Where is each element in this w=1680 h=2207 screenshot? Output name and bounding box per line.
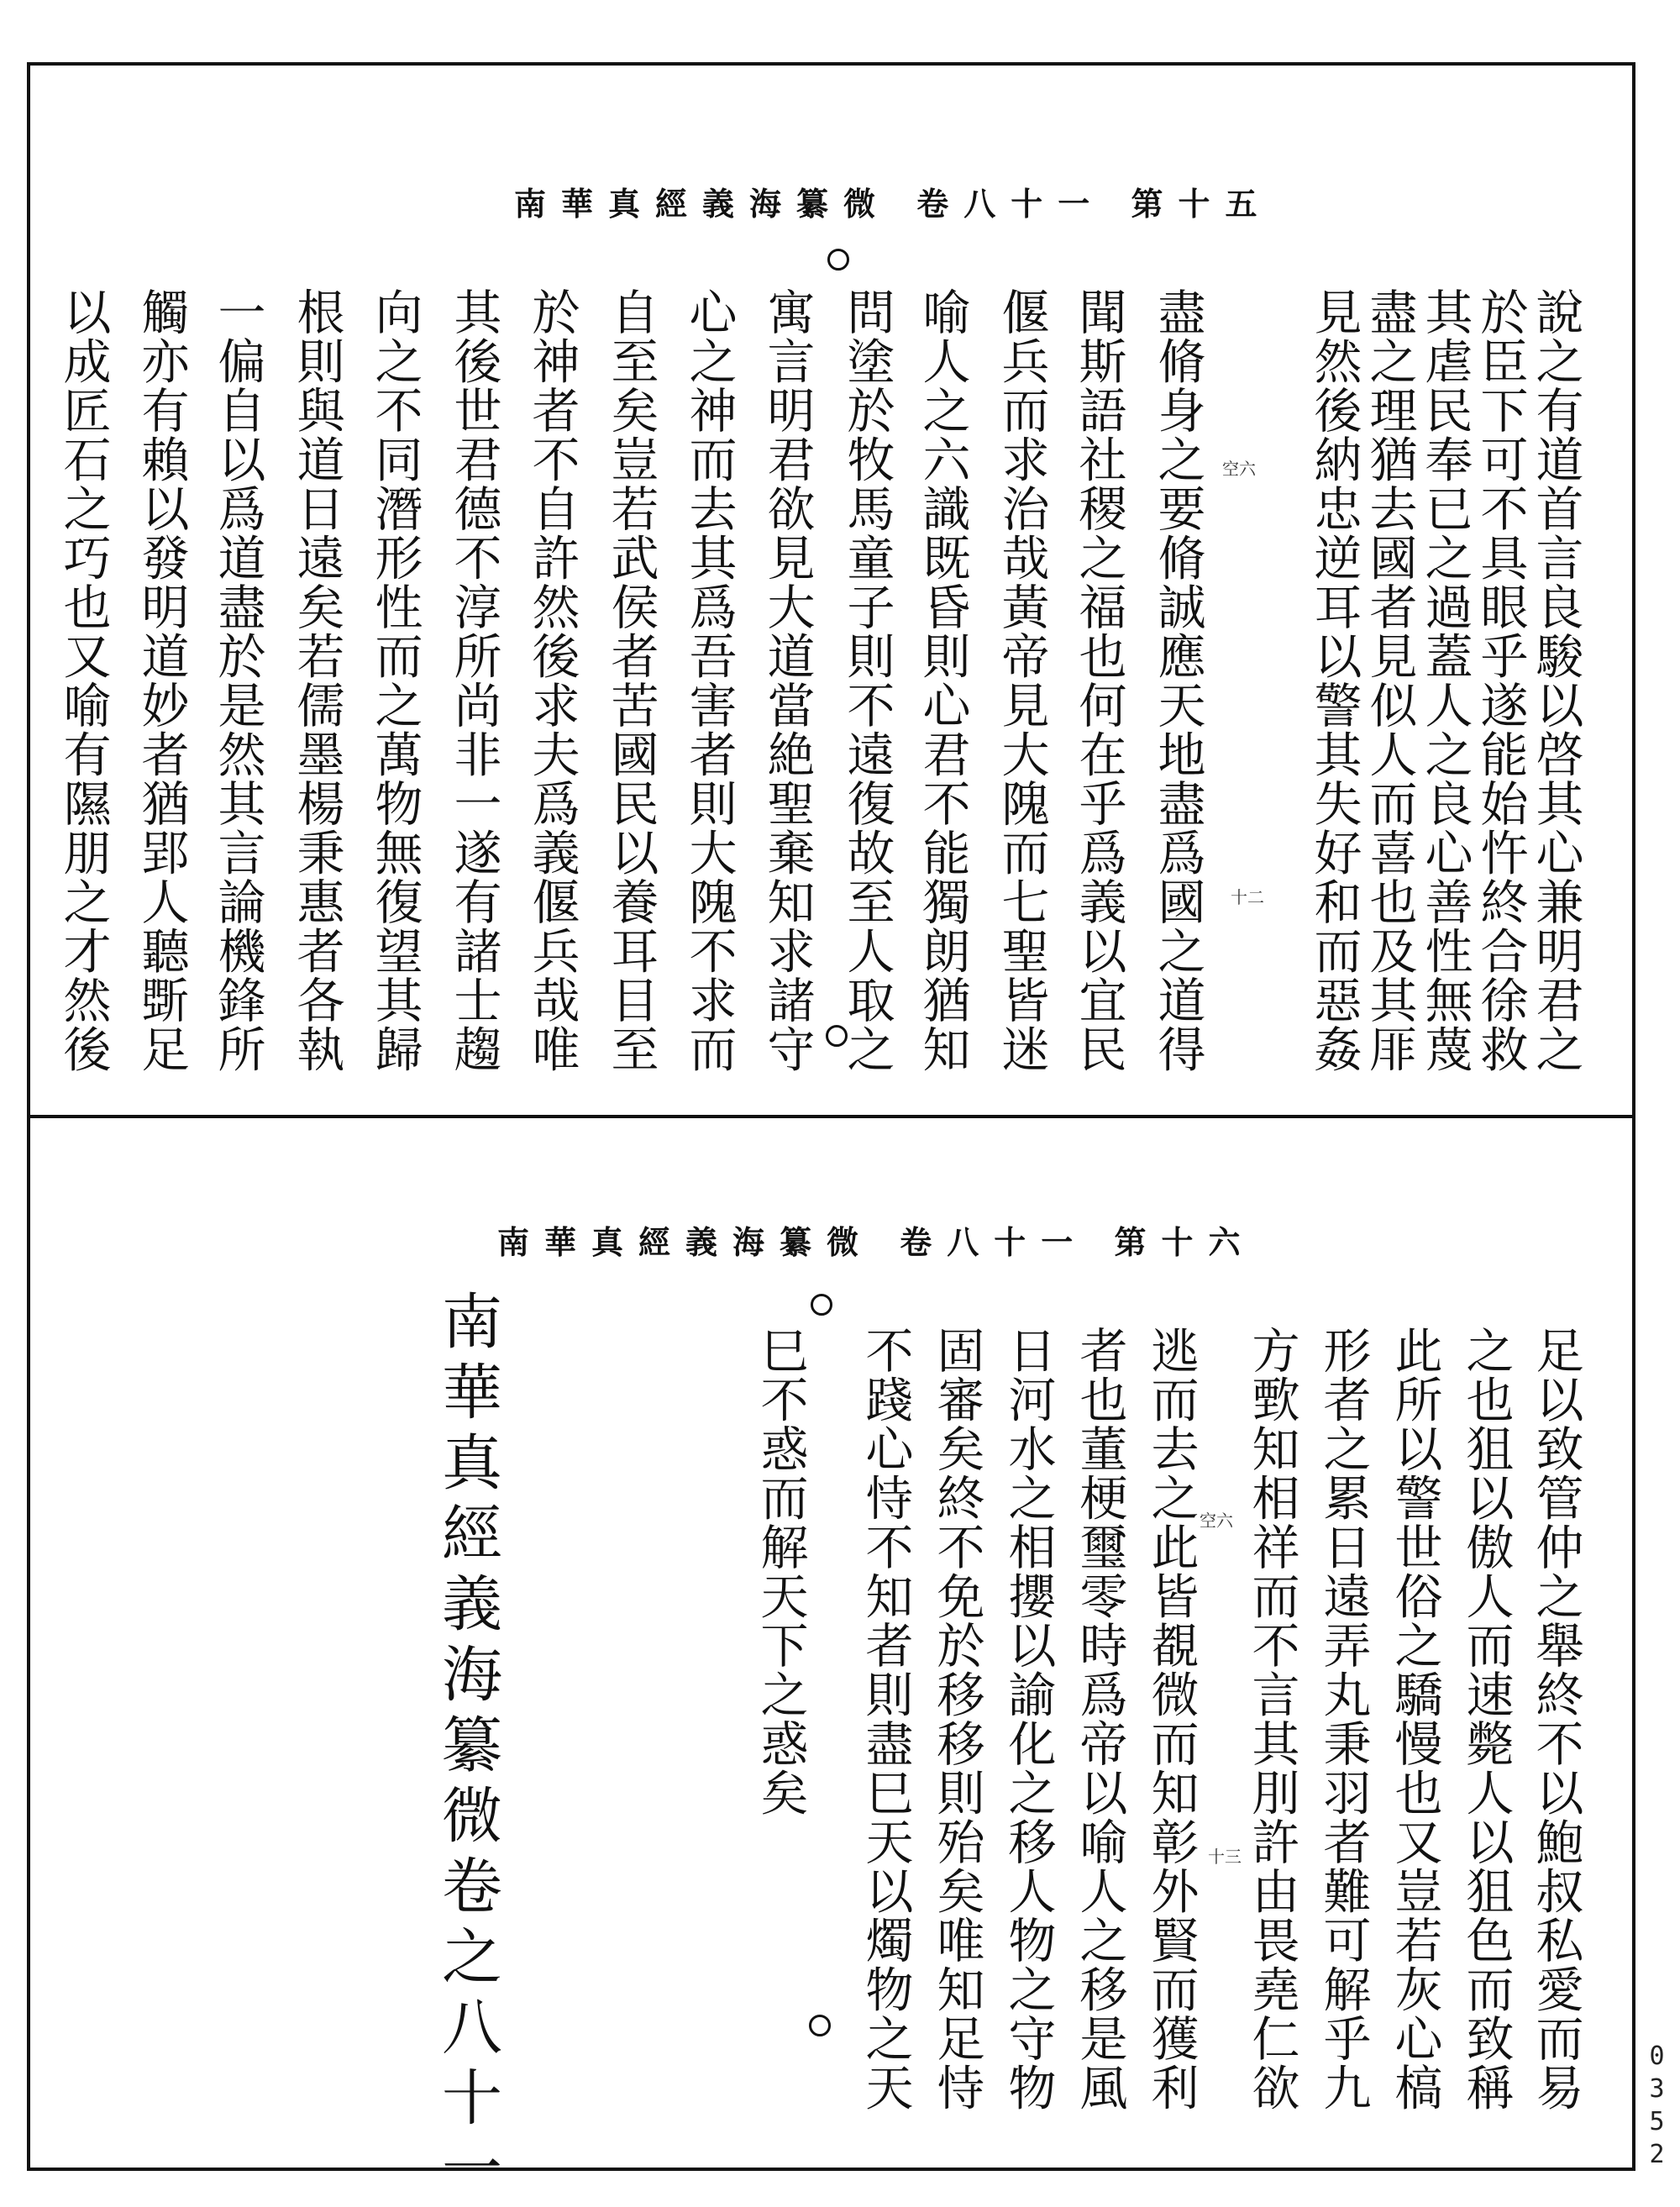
bottom-column: 形者之累日遠弄丸秉羽者難可解乎九 — [1315, 1326, 1371, 2112]
bottom-annotation: 十三 — [1208, 1847, 1242, 1867]
bottom-column: 此所以警世俗之驕慢也又豈若灰心槁 — [1387, 1326, 1442, 2112]
bottom-circle-mark — [811, 1294, 832, 1316]
top-header: 南華真經義海纂微 卷八十一 第十五 — [514, 185, 1273, 223]
top-column: 心之神而去其爲吾害者則大隗不求而 — [681, 287, 737, 1074]
bottom-column: 巳不惑而解天下之惑矣 — [753, 1326, 808, 1817]
top-column: 說之有道首言良駿以啓其心兼明君之 — [1528, 287, 1583, 1074]
top-column: 其後世君德不淳所尚非一遂有諸士趨 — [446, 287, 501, 1074]
bottom-column: 足以致管仲之舉終不以鮑叔私愛而易 — [1528, 1326, 1583, 2112]
top-column: 其虐民奉已之過蓋人之良心善性無蔑 — [1417, 287, 1473, 1074]
bottom-column: 逃而去之此皆覩微而知彰外賢而獲利 — [1143, 1326, 1199, 2112]
bottom-annotation: 空六 — [1200, 1511, 1233, 1531]
top-column: 寓言明君欲見大道當絶聖棄知求諸守 — [759, 287, 815, 1074]
top-column: 於神者不自許然後求夫爲義偃兵哉唯 — [524, 287, 580, 1074]
top-column: 向之不同潛形性而之萬物無復望其歸 — [367, 287, 423, 1074]
top-column: 喻人之六識既昏則心君不能獨朗猶知 — [915, 287, 970, 1074]
top-column: 聞斯語社稷之福也何在乎爲義以宜民 — [1071, 287, 1126, 1074]
top-circle-mark — [827, 249, 849, 271]
top-annotation: 空六 — [1222, 459, 1256, 479]
bottom-header: 南華真經義海纂微 卷八十一 第十六 — [497, 1223, 1256, 1261]
top-column: 盡之理猶去國者見似人而喜也及其厞 — [1362, 287, 1417, 1074]
bottom-column: 固審矣終不免於移移則殆矣唯知足恃 — [929, 1326, 984, 2112]
page-number: 0352 — [1642, 2041, 1672, 2173]
top-column: 自至矣豈若武侯者苦國民以養耳目至 — [603, 287, 659, 1074]
bottom-column: 日河水之相攖以諭化之移人物之守物 — [1000, 1326, 1056, 2112]
panel-divider — [27, 1115, 1635, 1118]
top-column: 問塗於牧馬童子則不遠復故至人取之 — [839, 287, 895, 1074]
top-column: 見然後納忠逆耳以警其失好和而惡姦 — [1306, 287, 1362, 1074]
top-column: 根則與道日遠矣若儒墨楊秉惠者各執 — [289, 287, 344, 1074]
closing-title: 南華真經義海纂微卷之八十一 — [432, 1290, 502, 2207]
top-column: 偃兵而求治哉黃帝見大隗而七聖皆迷 — [994, 287, 1049, 1074]
top-column: 於臣下可不具眼乎遂能始忤終合徐救 — [1473, 287, 1528, 1074]
bottom-column: 之也狙以傲人而速斃人以狙色而致稱 — [1458, 1326, 1514, 2112]
top-column: 以成匠石之巧也又喻有隰朋之才然後 — [55, 287, 111, 1074]
bottom-column: 者也董梗璽零時爲帝以喻人之移是風 — [1072, 1326, 1127, 2112]
bottom-column: 方歅知相祥而不言其刖許由畏堯仁欲 — [1244, 1326, 1299, 2112]
top-column: 一偏自以爲道盡於是然其言論機鋒所 — [210, 287, 265, 1074]
top-column: 盡脩身之要脩誠應天地盡爲國之道得 — [1150, 287, 1205, 1074]
bottom-column: 不踐心恃不知者則盡巳天以燭物之天 — [858, 1326, 913, 2112]
top-column: 觸亦有賴以發明道妙者猶郢人聽斲足 — [134, 287, 189, 1074]
bottom-circle-mark-lower — [809, 2015, 831, 2036]
top-annotation: 十二 — [1231, 887, 1264, 907]
